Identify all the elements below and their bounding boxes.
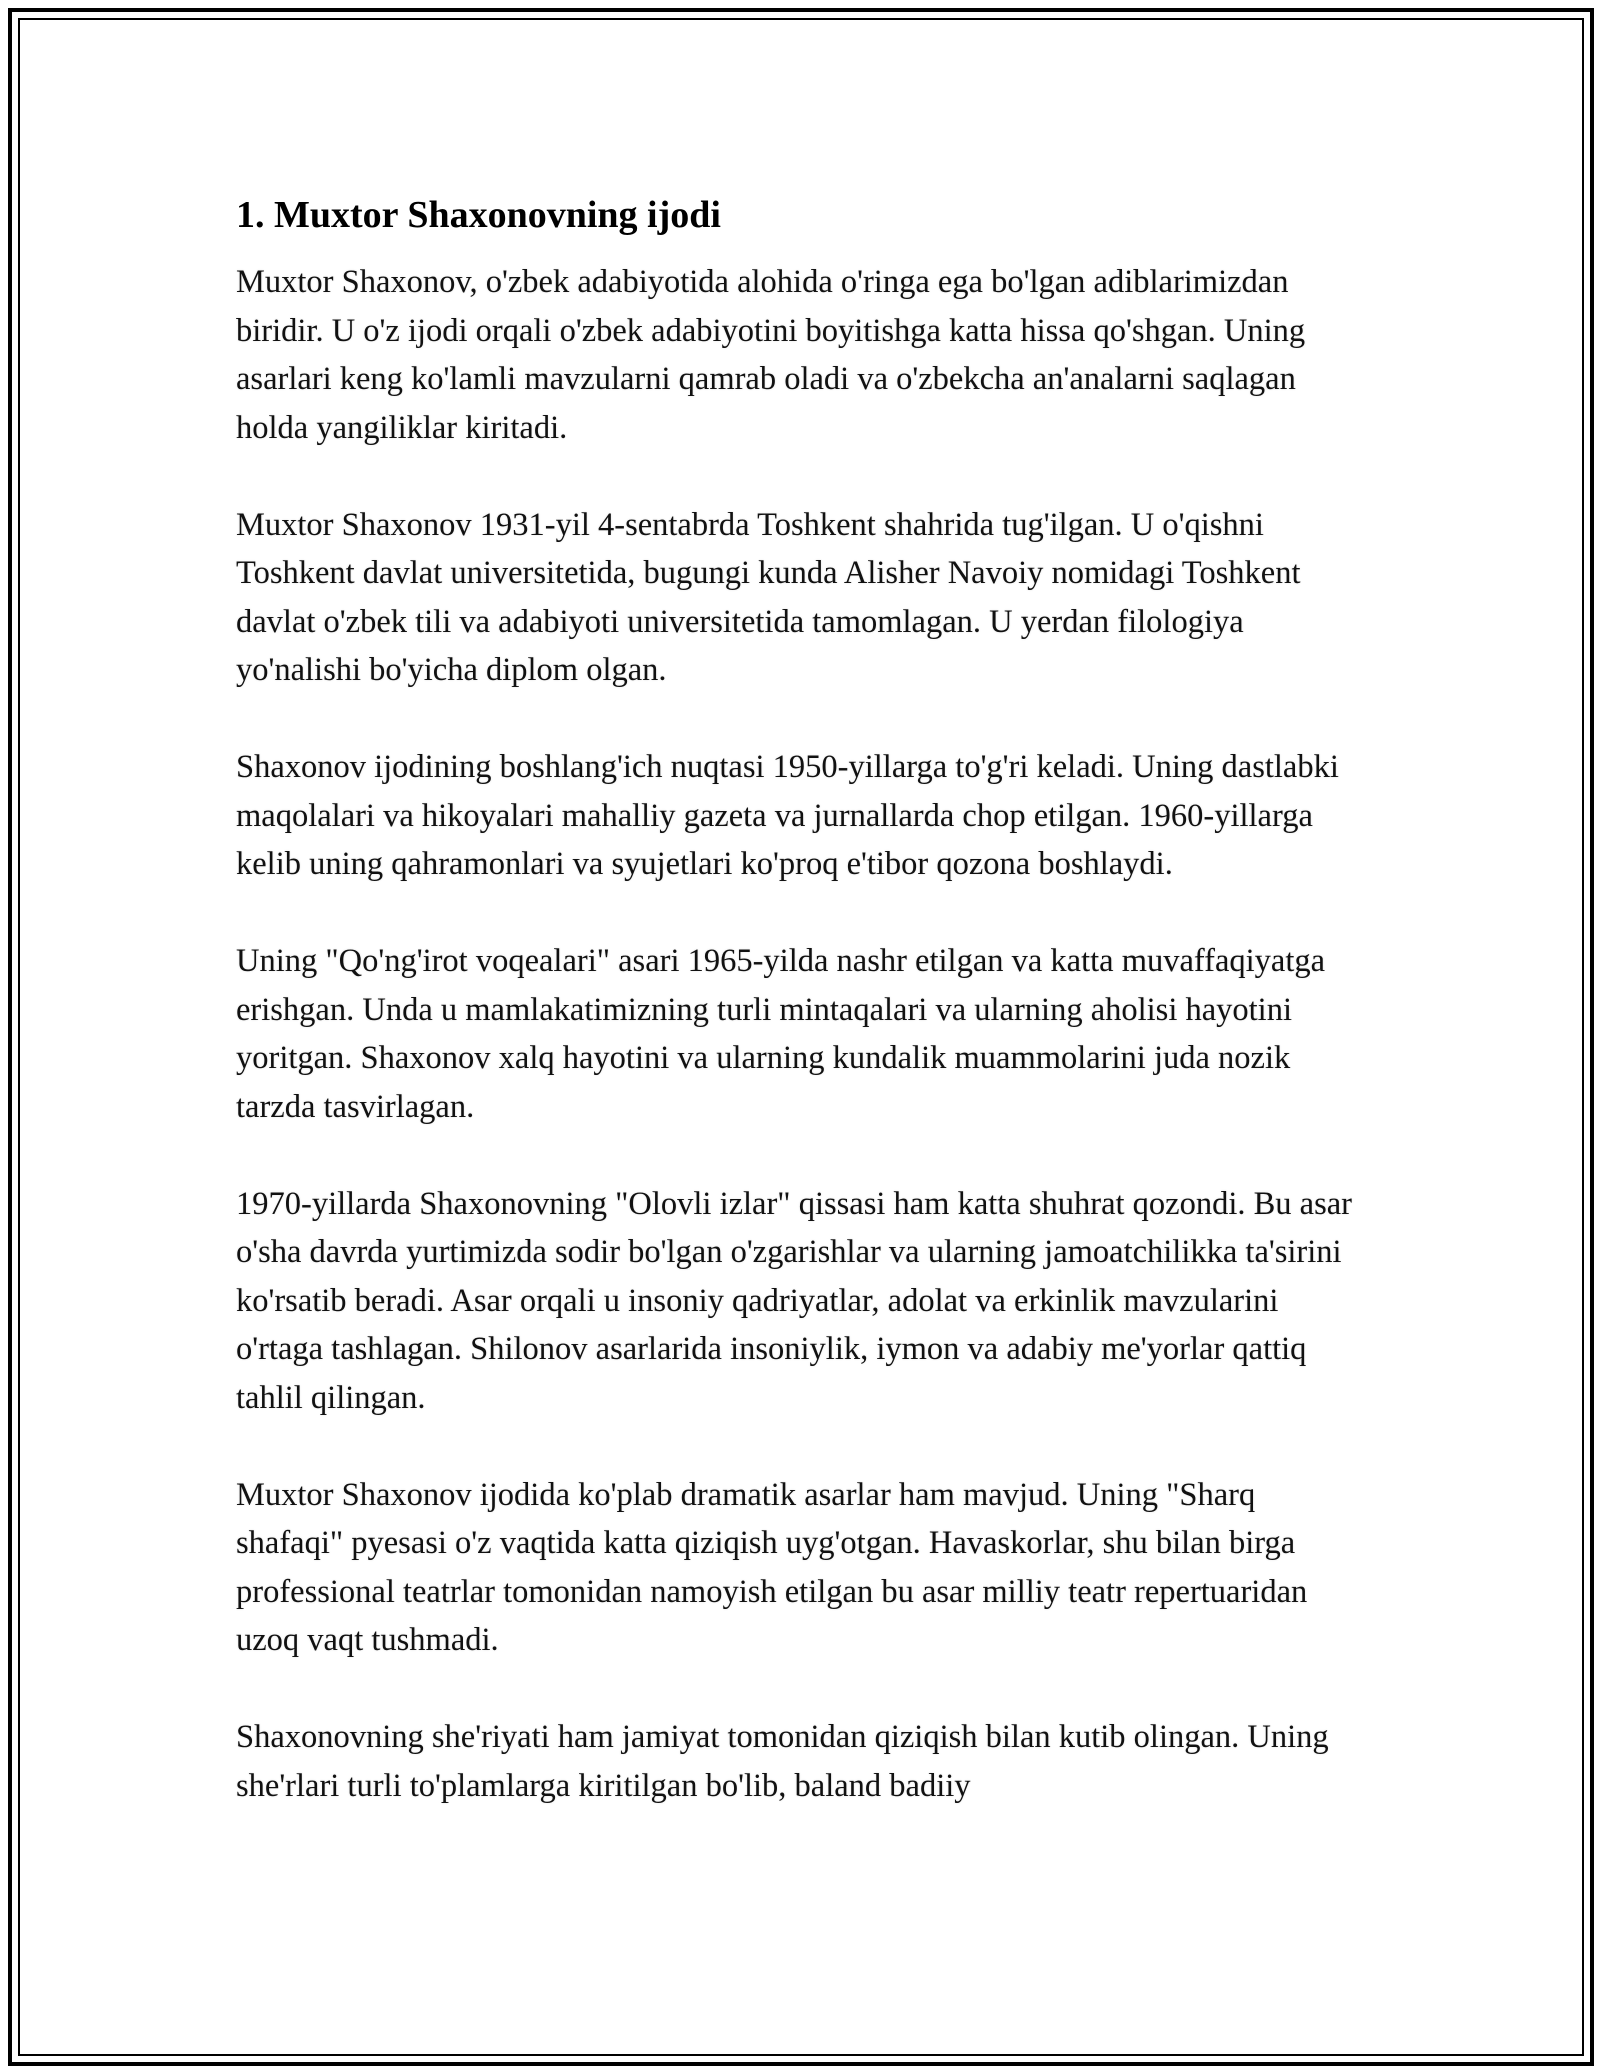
section-heading: 1. Muxtor Shaxonovning ijodi <box>236 194 721 236</box>
paragraph-dramatic-works: Muxtor Shaxonov ijodida ko'plab dramatik asarlar ham mavjud. Uning "Sharq shafaqi" pyesasi o'z vaqtida katta qiziqish uyg'otgan. Havaskorlar, shu bilan birga professional teatrlar tomonidan namoyish etilgan bu asar milliy teatr repertuaridan uzoq vaqt tushmadi. <box>236 1476 1308 1658</box>
document-body <box>236 186 1356 1810</box>
paragraph-poetry: Shaxonovning she'riyati ham jamiyat tomonidan qiziqish bilan kutib olingan. Uning she'rlari turli to'plamlarga kiritilgan bo'lib, baland badiiy <box>236 1719 1329 1804</box>
paragraph-olovli-izlar: 1970-yillarda Shaxonovning "Olovli izlar" qissasi ham katta shuhrat qozondi. Bu asar o'sha davrda yurtimizda sodir bo'lgan o'zgarishlar va ularning jamoatchilikka ta'sirini ko'rsatib beradi. Asar orqali u insoniy qadriyatlar, adolat va erkinlik mavzularini o'rtaga tashlagan. Shilonov asarlarida insoniylik, iymon va adabiy me'yorlar qattiq tahlil qilingan. <box>236 1185 1352 1416</box>
paragraph-biography: Muxtor Shaxonov 1931-yil 4-sentabrda Toshkent shahrida tug'ilgan. U o'qishni Toshkent davlat universitetida, bugungi kunda Alisher Navoiy nomidagi Toshkent davlat o'zbek tili va adabiyoti universitetida tamomlagan. U yerdan filologiya yo'nalishi bo'yicha diplom olgan. <box>236 506 1301 688</box>
paragraph-qongirot: Uning "Qo'ng'irot voqealari" asari 1965-yilda nashr etilgan va katta muvaffaqiyatga erishgan. Unda u mamlakatimizning turli mintaqalari va ularning aholisi hayotini yoritgan. Shaxonov xalq hayotini va ularning kundalik muammolarini juda nozik tarzda tasvirlagan. <box>236 943 1326 1125</box>
paragraph-intro: Muxtor Shaxonov, o'zbek adabiyotida alohida o'ringa ega bo'lgan adiblarimizdan biridir. U o'z ijodi orqali o'zbek adabiyotini boyitishga katta hissa qo'shgan. Uning asarlari keng ko'lamli mavzularni qamrab oladi va o'zbekcha an'analarni saqlagan holda yangiliklar kiritadi. <box>236 264 1306 446</box>
paragraph-early-career: Shaxonov ijodining boshlang'ich nuqtasi 1950-yillarga to'g'ri keladi. Uning dastlabki maqolalari va hikoyalari mahalliy gazeta va jurnallarda chop etilgan. 1960-yillarga kelib uning qahramonlari va syujetlari ko'proq e'tibor qozona boshlaydi. <box>236 749 1339 882</box>
